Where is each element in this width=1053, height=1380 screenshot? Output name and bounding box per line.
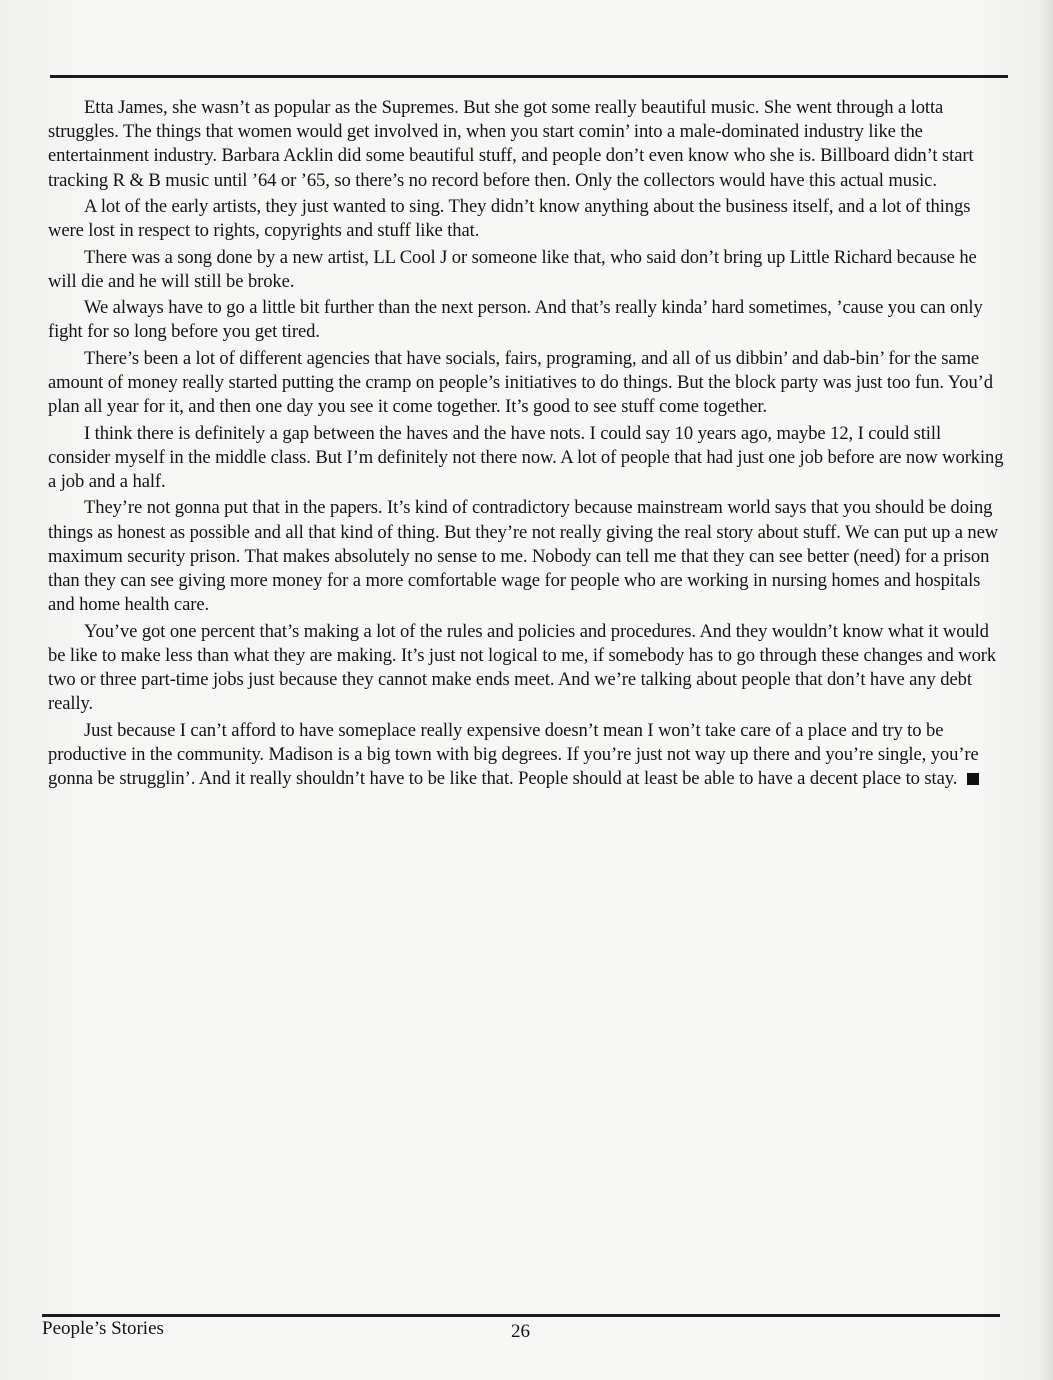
footer-rule [42, 1314, 1000, 1317]
end-of-article-square-icon [967, 773, 979, 785]
page-number: 26 [511, 1321, 530, 1342]
header-rule [50, 75, 1008, 78]
paragraph-6: I think there is definitely a gap between the haves and the have nots. I could say 10 years ago, maybe 12, I could still consider myself in the middle class. But I’m definitely not there now. A lot of people that had just one job before are now working a job and a half. [48, 422, 1004, 492]
paragraph-9-final [48, 719, 1006, 792]
paragraph-2: A lot of the early artists, they just wanted to sing. They didn’t know anything about the business itself, and a lot of things were lost in respect to rights, copyrights and stuff like that. [48, 196, 971, 242]
article-body [48, 96, 1006, 793]
paragraph-7: They’re not gonna put that in the papers. It’s kind of contradictory because mainstream world says that you should be doing things as honest as possible and all that kind of thing. But they’re not really giving the real story about stuff. We can put up a new maximum security prison. That makes absolutely no sense to me. Nobody can tell me that they can see better (need) for a prison than they can see giving more money for a more comfortable wage for people who are working in nursing homes and hospitals and home health care. [48, 497, 999, 616]
paragraph-9-text: Just because I can’t afford to have someplace really expensive doesn’t mean I won’t take care of a place and try to be productive in the community. Madison is a big town with big degrees. If you’re just not way up there and you’re single, you’re gonna be strugglin’. And it really shouldn’t have to be like that. People should at least be able to have a decent place to stay. [48, 719, 979, 789]
page-edge-shadow [1039, 0, 1053, 1380]
paragraph-3: There was a song done by a new artist, LL Cool J or someone like that, who said don’t bring up Little Richard because he will die and he will still be broke. [48, 246, 977, 292]
paragraph-4: We always have to go a little bit further than the next person. And that’s really kinda’ hard sometimes, ’cause you can only fight for so long before you get tired. [48, 297, 983, 343]
paragraph-1: Etta James, she wasn’t as popular as the Supremes. But she got some really beautiful music. She went through a lotta struggles. The things that women would get involved in, when you start comin’ into a male-dominated industry like the entertainment industry. Barbara Acklin did some beautiful stuff, and people don’t even know who she is. Billboard didn’t start tracking R & B music until ’64 or ’65, so there’s no record before then. Only the collectors would have this actual music. [48, 97, 974, 191]
footer-publication-title: People’s Stories [42, 1318, 164, 1339]
paragraph-8: You’ve got one percent that’s making a lot of the rules and policies and procedures. And they wouldn’t know what it would be like to make less than what they are making. It’s just not logical to me, if somebody has to go through these changes and work two or three part-time jobs just because they cannot make ends meet. And we’re talking about people that don’t have any debt really. [48, 620, 997, 715]
paragraph-5: There’s been a lot of different agencies that have socials, fairs, programing, and all of us dibbin’ and dab-bin’ for the same amount of money really started putting the cramp on people’s initiatives to do things. But the block party was just too fun. You’d plan all year for it, and then one day you see it come together. It’s good to see stuff come together. [48, 347, 993, 418]
